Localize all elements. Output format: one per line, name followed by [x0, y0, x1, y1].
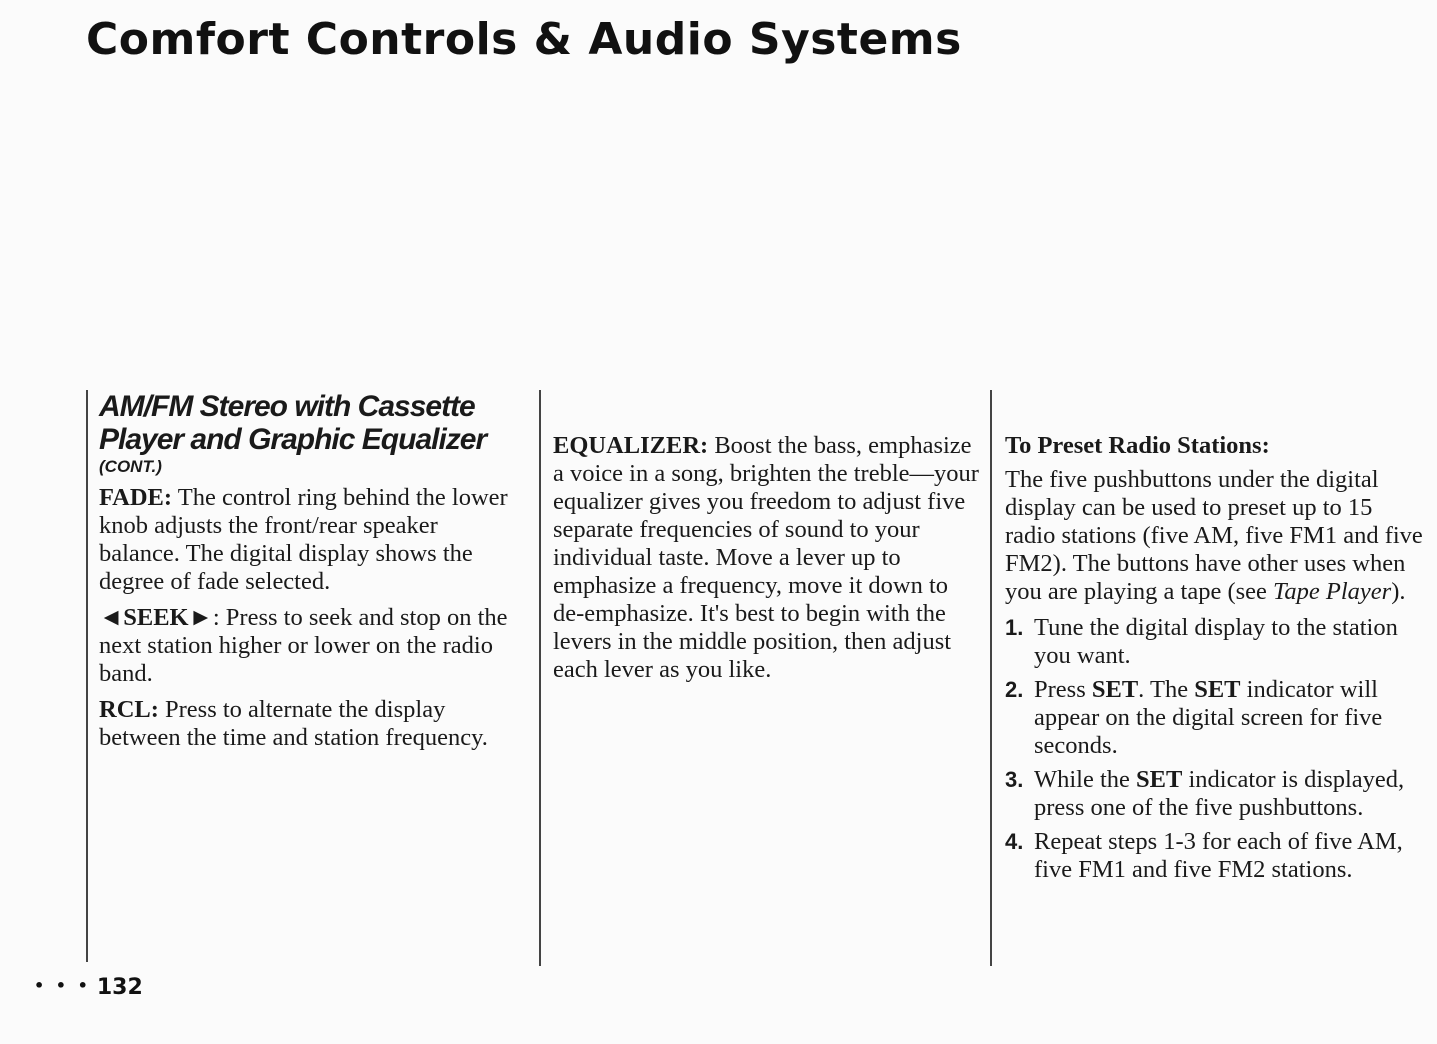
- page-number: 132: [96, 975, 143, 1000]
- step-item: [1005, 766, 1425, 822]
- column-3: [1005, 432, 1425, 890]
- step-text: Repeat steps 1-3 for each of five AM, five FM1 and five FM2 stations.: [1034, 828, 1403, 883]
- step-text: Tune the digital display to the station you want.: [1034, 614, 1398, 669]
- seek-paragraph: [99, 604, 519, 688]
- equalizer-text: Boost the bass, emphasize a voice in a song, brighten the treble—your equalizer gives you freedom to adjust five separate frequencies of sound to your individual taste. Move a lever up to emphasize a frequency, move it down to de-emphasize. It's best to begin with the levers in the middle position, then adjust each lever as you like.: [553, 432, 979, 683]
- seek-term: ◄SEEK►: [99, 604, 213, 631]
- footer-dots: • • •: [34, 976, 91, 995]
- seek-text: : Press to seek and stop on the next station higher or lower on the radio band.: [99, 604, 508, 687]
- step-text: indicator will appear on the digital screen for five seconds.: [1034, 676, 1383, 759]
- step-text: indicator is displayed, press one of the five pushbuttons.: [1034, 766, 1405, 821]
- fade-text: The control ring behind the lower knob adjusts the front/rear speaker balance. The digital display shows the degree of fade selected.: [99, 484, 508, 595]
- step-item: [1005, 676, 1425, 760]
- column-1: [99, 390, 519, 760]
- rcl-term: RCL:: [99, 696, 159, 723]
- step-text: Press: [1034, 676, 1092, 703]
- column-2: [553, 432, 983, 692]
- step-number: 1.: [1005, 615, 1024, 640]
- step-number: 3.: [1005, 767, 1024, 792]
- page-footer: [34, 975, 143, 1000]
- preset-heading: To Preset Radio Stations:: [1005, 432, 1270, 459]
- step-item: [1005, 828, 1425, 884]
- step-number: 4.: [1005, 829, 1024, 854]
- preset-intro-end: ).: [1391, 578, 1406, 605]
- rcl-text: Press to alternate the display between the time and station frequency.: [99, 696, 488, 751]
- tape-player-reference: Tape Player: [1273, 578, 1392, 605]
- fade-term: FADE:: [99, 484, 173, 511]
- column-divider-right: [990, 390, 992, 966]
- preset-intro: [1005, 466, 1425, 606]
- section-title-line2: Player and Graphic Equalizer: [99, 423, 487, 456]
- section-title-line1: AM/FM Stereo with Cassette: [99, 390, 475, 423]
- section-title: [99, 390, 519, 456]
- column-divider-left: [86, 390, 88, 962]
- column-divider-middle: [539, 390, 541, 966]
- set-label: SET: [1136, 766, 1183, 793]
- rcl-paragraph: [99, 696, 519, 752]
- preset-steps: [1005, 614, 1425, 884]
- step-number: 2.: [1005, 677, 1024, 702]
- step-item: [1005, 614, 1425, 670]
- page-header: Comfort Controls & Audio Systems: [86, 14, 962, 65]
- equalizer-paragraph: [553, 432, 983, 684]
- set-label: SET: [1091, 676, 1139, 703]
- step-text: . The: [1138, 676, 1195, 703]
- step-text: While the: [1034, 766, 1137, 793]
- continued-label: (CONT.): [99, 457, 162, 476]
- set-label: SET: [1194, 676, 1241, 703]
- equalizer-term: EQUALIZER:: [553, 432, 709, 459]
- preset-intro-text: The five pushbuttons under the digital display can be used to preset up to 15 radio stations (five AM, five FM1 and five FM2). The buttons have other uses when you are playing a tape (see: [1005, 466, 1423, 605]
- fade-paragraph: [99, 484, 519, 596]
